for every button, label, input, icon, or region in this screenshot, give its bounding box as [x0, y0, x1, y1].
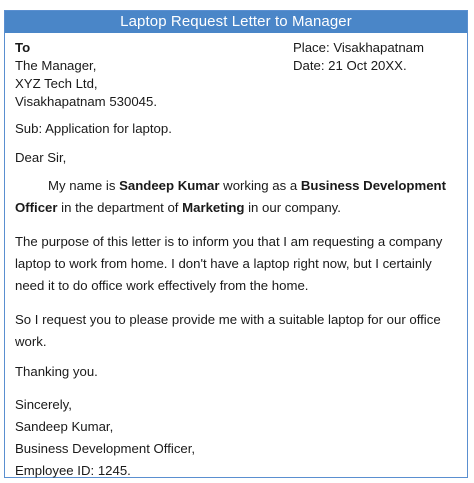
- request-line: work.: [15, 334, 47, 349]
- recipient-block: [15, 39, 157, 111]
- recipient-line: XYZ Tech Ltd,: [15, 76, 98, 91]
- recipient-line: Visakhapatnam 530045.: [15, 94, 157, 109]
- salutation: Dear Sir,: [15, 150, 67, 165]
- sender-name: Sandeep Kumar: [119, 178, 220, 193]
- sender-designation: Business Development Officer,: [15, 441, 196, 456]
- intro-text: My name is: [48, 178, 120, 193]
- department-text: Marketing: [182, 200, 245, 215]
- date-text: Date: 21 Oct 20XX.: [293, 58, 407, 73]
- intro-line-2: [15, 197, 455, 219]
- request-line: So I request you to please provide me with a suitable laptop for our office: [15, 312, 441, 327]
- thanks-line: Thanking you.: [15, 364, 98, 379]
- letter-title: Laptop Request Letter to Manager: [5, 11, 467, 33]
- place-date-block: [293, 39, 424, 75]
- designation-text: Business Development: [300, 178, 446, 193]
- signoff: Sincerely,: [15, 397, 72, 412]
- purpose-line: The purpose of this letter is to inform you that I am requesting a company: [15, 234, 443, 249]
- letter-frame: [4, 10, 468, 478]
- recipient-line: The Manager,: [15, 58, 97, 73]
- intro-line-1: [15, 175, 455, 197]
- designation-text: Officer: [15, 200, 58, 215]
- subject-line: Sub: Application for laptop.: [15, 121, 172, 136]
- purpose-line: laptop to work from home. I don't have a laptop right now, but I certainly: [15, 256, 432, 271]
- request-paragraph: [15, 309, 455, 353]
- intro-text: in our company.: [244, 200, 341, 215]
- employee-id: Employee ID: 1245.: [15, 463, 131, 478]
- intro-paragraph: [15, 175, 455, 219]
- closing-block: [15, 394, 455, 482]
- recipient-label: To: [15, 40, 31, 55]
- place-text: Place: Visakhapatnam: [293, 40, 424, 55]
- purpose-paragraph: [15, 231, 455, 297]
- intro-text: in the department of: [57, 200, 183, 215]
- purpose-line: need it to do office work effectively from the home.: [15, 278, 309, 293]
- sender-signature-name: Sandeep Kumar,: [15, 419, 114, 434]
- intro-text: working as a: [219, 178, 301, 193]
